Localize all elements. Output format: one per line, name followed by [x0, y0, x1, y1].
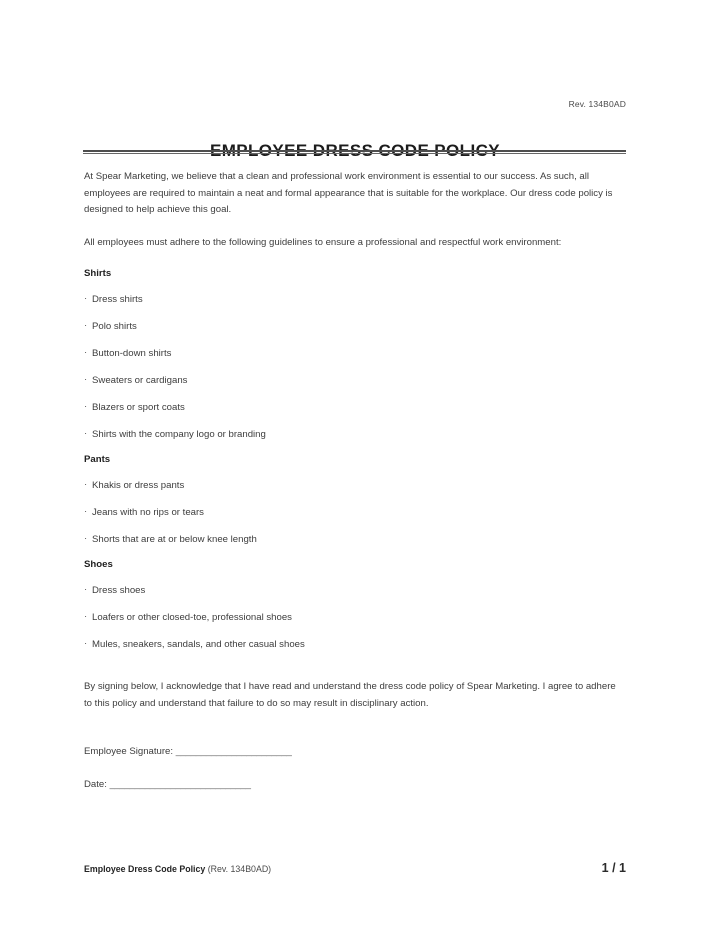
list-item-label: Shorts that are at or below knee length: [92, 534, 257, 545]
section-heading-shoes: Shoes: [84, 559, 113, 570]
list-item: [84, 347, 626, 360]
list-item: [84, 401, 626, 414]
list-item-label: Button-down shirts: [92, 348, 172, 359]
bullet-icon: ·: [84, 374, 88, 385]
bullet-icon: ·: [84, 479, 88, 490]
policy-sections: [84, 267, 626, 651]
bullet-icon: ·: [84, 347, 88, 358]
bullet-icon: ·: [84, 533, 88, 544]
footer-revision: (Rev. 134B0AD): [207, 864, 272, 874]
acknowledgement-block: [84, 679, 626, 712]
bullet-icon: ·: [84, 638, 88, 649]
intro-paragraph: At Spear Marketing, we believe that a clean and professional work environment is essential to our success. As such, all employees are required to maintain a neat and formal appearance that is suitable for the workplace. Our dress code policy is designed to help achieve this goal.: [84, 171, 613, 215]
list-item: [84, 293, 626, 306]
list-item: [84, 320, 626, 333]
signature-field-label: Employee Signature:: [84, 746, 174, 757]
signature-write-line[interactable]: _______________________: [175, 746, 292, 757]
list-item: [84, 533, 626, 546]
list-item-label: Dress shirts: [92, 294, 143, 305]
bullet-icon: ·: [84, 401, 88, 412]
list-item-label: Khakis or dress pants: [92, 480, 185, 491]
list-item: [84, 638, 626, 651]
page-indicator: 1 / 1: [601, 861, 626, 875]
signature-field-row: [84, 777, 626, 792]
revision-label: Rev. 134B0AD: [568, 99, 626, 109]
signature-field-row: [84, 744, 626, 759]
divider-thick-rule: [83, 150, 626, 152]
list-item: [84, 506, 626, 519]
list-item-label: Sweaters or cardigans: [92, 375, 188, 386]
bullet-icon: ·: [84, 293, 88, 304]
divider-thin-rule: [83, 153, 626, 154]
acknowledgement-paragraph: By signing below, I acknowledge that I have read and understand the dress code policy of Spear Marketing. I agree to adhere to this policy and understand that failure to do so may result in disciplinary action.: [84, 681, 616, 709]
title-divider: [83, 150, 626, 155]
list-item: [84, 479, 626, 492]
list-item: [84, 611, 626, 624]
list-item-label: Dress shoes: [92, 585, 146, 596]
item-list-shirts: [84, 293, 626, 441]
section-heading-pants: Pants: [84, 454, 111, 465]
page-footer: [84, 861, 626, 875]
signature-field-label: Date:: [84, 779, 107, 790]
bullet-icon: ·: [84, 428, 88, 439]
document-body: [84, 169, 626, 792]
list-item-label: Jeans with no rips or tears: [92, 507, 204, 518]
bullet-icon: ·: [84, 506, 88, 517]
list-item-label: Loafers or other closed-toe, professional shoes: [92, 612, 292, 623]
list-item: [84, 584, 626, 597]
list-item-label: Blazers or sport coats: [92, 402, 185, 413]
item-list-shoes: [84, 584, 626, 651]
guidelines-paragraph: All employees must adhere to the following guidelines to ensure a professional and respectful work environment:: [84, 236, 562, 248]
footer-document-label: [84, 864, 271, 874]
bullet-icon: ·: [84, 611, 88, 622]
list-item: [84, 428, 626, 441]
item-list-pants: [84, 479, 626, 546]
list-item-label: Shirts with the company logo or branding: [92, 429, 266, 440]
list-item-label: Mules, sneakers, sandals, and other casual shoes: [92, 639, 305, 650]
signature-block: [84, 744, 626, 792]
bullet-icon: ·: [84, 320, 88, 331]
signature-write-line[interactable]: ____________________________: [109, 779, 251, 790]
list-item: [84, 374, 626, 387]
footer-title: Employee Dress Code Policy: [84, 864, 206, 874]
section-heading-shirts: Shirts: [84, 268, 112, 279]
list-item-label: Polo shirts: [92, 321, 137, 332]
bullet-icon: ·: [84, 584, 88, 595]
